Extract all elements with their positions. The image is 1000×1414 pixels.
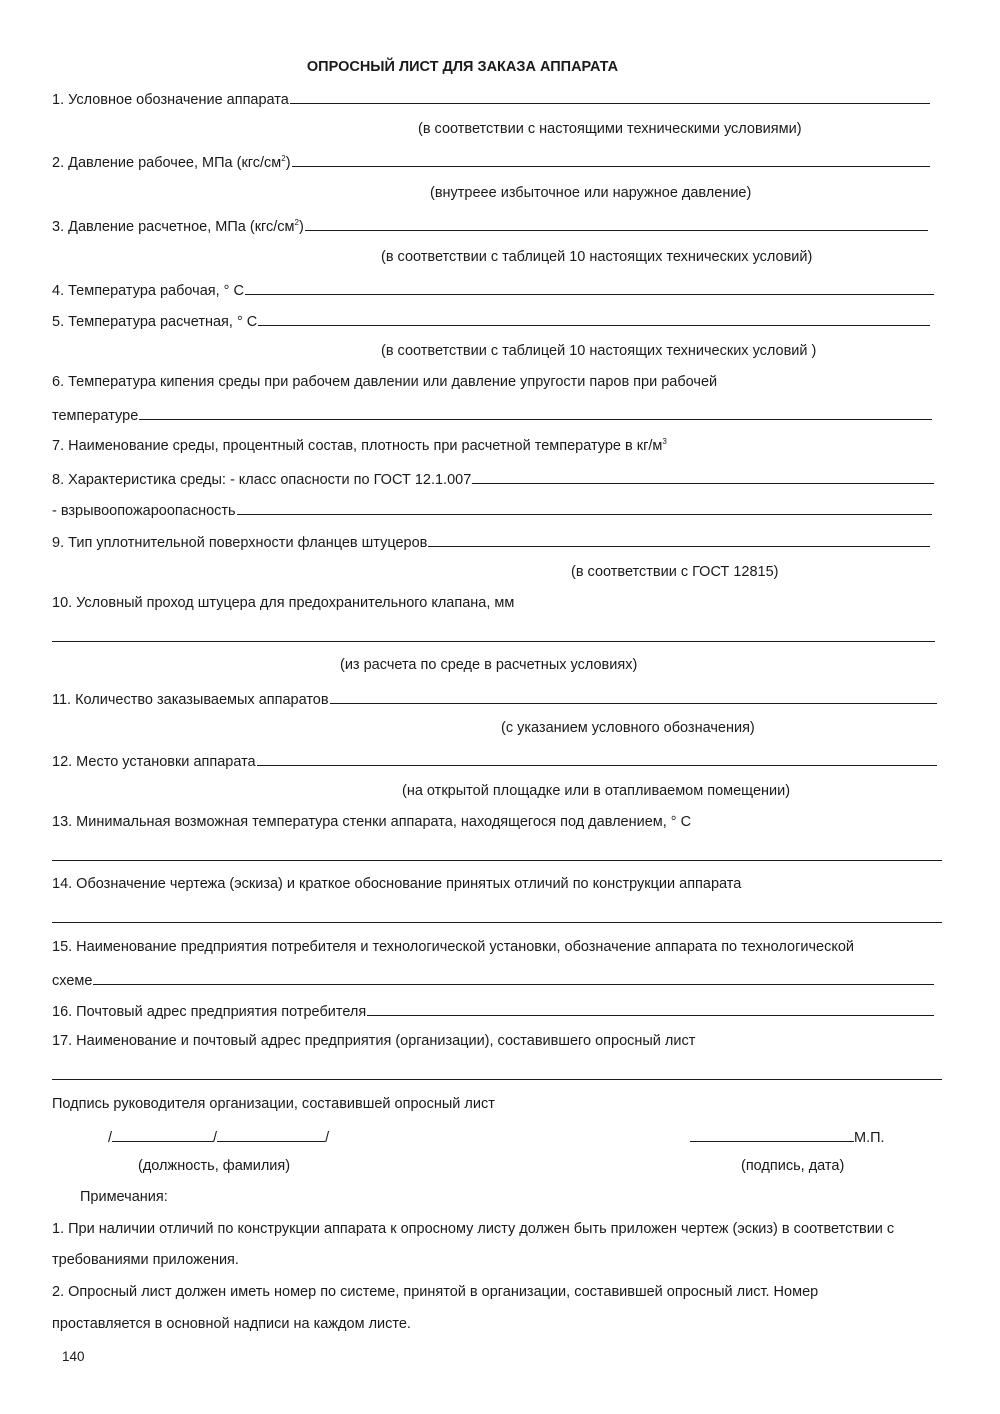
item-11-row — [52, 689, 937, 709]
item-9-hint: (в соответствии с ГОСТ 12815) — [571, 564, 779, 580]
item-12-hint: (на открытой площадке или в отапливаемом помещении) — [402, 783, 791, 799]
item-13-field[interactable] — [52, 860, 942, 861]
position-name-caption: (должность, фамилия) — [138, 1158, 291, 1174]
item-6-label: 6. Температура кипения среды при рабочем давлении или давление упругости паров при рабочей — [52, 374, 718, 390]
signature-date-field[interactable] — [690, 1127, 854, 1142]
page-number: 140 — [62, 1349, 85, 1364]
item-5-row — [52, 311, 930, 331]
item-8-row-2 — [52, 500, 932, 520]
item-15-field[interactable] — [93, 970, 934, 985]
item-16-row — [52, 1001, 934, 1021]
item-2-field[interactable] — [292, 152, 930, 167]
position-field[interactable] — [112, 1127, 213, 1142]
item-10-hint: (из расчета по среде в расчетных условиях) — [340, 657, 638, 673]
item-5-field[interactable] — [258, 311, 930, 326]
item-14-field[interactable] — [52, 922, 942, 923]
stamp-label: М.П. — [854, 1130, 885, 1146]
item-8-row — [52, 469, 934, 489]
item-4-label: 4. Температура рабочая, ° С — [52, 283, 244, 299]
item-1-row — [52, 89, 930, 109]
note-2-line-2: проставляется в основной надписи на каждом листе. — [52, 1316, 411, 1332]
item-1-hint: (в соответствии с настоящими техническими условиями) — [418, 121, 802, 137]
note-2-line-1: 2. Опросный лист должен иметь номер по системе, принятой в организации, составившей опросный лист. Номер — [52, 1284, 819, 1300]
item-12-label: 12. Место установки аппарата — [52, 754, 256, 770]
item-2-hint: (внутреее избыточное или наружное давление) — [430, 185, 752, 201]
item-6-row — [52, 405, 932, 425]
item-14-label: 14. Обозначение чертежа (эскиза) и краткое обоснование принятых отличий по конструкции аппарата — [52, 876, 742, 892]
signature-position-name: / / / — [108, 1127, 329, 1146]
signature-heading: Подпись руководителя организации, составившей опросный лист — [52, 1096, 495, 1112]
notes-heading: Примечания: — [80, 1189, 168, 1205]
item-2-label: 2. Давление рабочее, МПа $(кгс/см^2)$ — [52, 154, 291, 171]
item-10-label: 10. Условный проход штуцера для предохранительного клапана, мм — [52, 595, 515, 611]
item-8-label-cont: - взрывоопожароопасность — [52, 503, 236, 519]
item-8-explosion-field[interactable] — [237, 500, 932, 515]
item-13-label: 13. Минимальная возможная температура стенки аппарата, находящегося под давлением, ° С — [52, 814, 692, 830]
item-17-field[interactable] — [52, 1079, 942, 1080]
item-15-label: 15. Наименование предприятия потребителя и технологической установки, обозначение аппарата по технологической — [52, 939, 854, 955]
note-1-line-2: требованиями приложения. — [52, 1252, 239, 1268]
item-3-field[interactable] — [305, 216, 928, 231]
item-3-row — [52, 216, 928, 236]
signature-date-caption: (подпись, дата) — [741, 1158, 845, 1174]
page-title: ОПРОСНЫЙ ЛИСТ ДЛЯ ЗАКАЗА АППАРАТА — [306, 59, 619, 75]
item-7-label: 7. Наименование среды, процентный состав, плотность при расчетной температуре в $кг/м^3$ — [52, 437, 667, 454]
item-4-row — [52, 280, 934, 300]
note-1-line-1: 1. При наличии отличий по конструкции аппарата к опросному листу должен быть приложен чертеж (эскиз) в соответствии с — [52, 1221, 895, 1237]
item-5-hint: (в соответствии с таблицей 10 настоящих технических условий ) — [381, 343, 817, 359]
item-11-field[interactable] — [330, 689, 937, 704]
item-12-field[interactable] — [257, 751, 937, 766]
item-9-row — [52, 532, 930, 552]
item-6-label-cont: температуре — [52, 408, 139, 424]
item-8-hazard-class-field[interactable] — [472, 469, 934, 484]
item-4-field[interactable] — [245, 280, 934, 295]
item-11-hint: (с указанием условного обозначения) — [501, 720, 755, 736]
item-16-field[interactable] — [367, 1001, 934, 1016]
signature-stamp — [690, 1127, 885, 1146]
item-1-field[interactable] — [290, 89, 930, 104]
item-16-label: 16. Почтовый адрес предприятия потребителя — [52, 1004, 367, 1020]
item-9-label: 9. Тип уплотнительной поверхности фланцев штуцеров — [52, 535, 428, 551]
item-2-row — [52, 152, 930, 172]
item-12-row — [52, 751, 937, 771]
item-15-label-cont: схеме — [52, 973, 93, 989]
item-6-field[interactable] — [139, 405, 932, 420]
item-10-field[interactable] — [52, 641, 935, 642]
item-3-label: 3. Давление расчетное, МПа $(кгс/см^2)$ — [52, 218, 304, 235]
item-15-row — [52, 970, 934, 990]
item-17-label: 17. Наименование и почтовый адрес предприятия (организации), составившего опросный лист — [52, 1033, 696, 1049]
item-11-label: 11. Количество заказываемых аппаратов — [52, 692, 329, 708]
item-8-label: 8. Характеристика среды: - класс опасности по ГОСТ 12.1.007 — [52, 472, 472, 488]
item-1-label: 1. Условное обозначение аппарата — [52, 92, 289, 108]
item-9-field[interactable] — [428, 532, 930, 547]
item-5-label: 5. Температура расчетная, ° С — [52, 314, 258, 330]
surname-field[interactable] — [217, 1127, 325, 1142]
item-3-hint: (в соответствии с таблицей 10 настоящих технических условий) — [381, 249, 813, 265]
